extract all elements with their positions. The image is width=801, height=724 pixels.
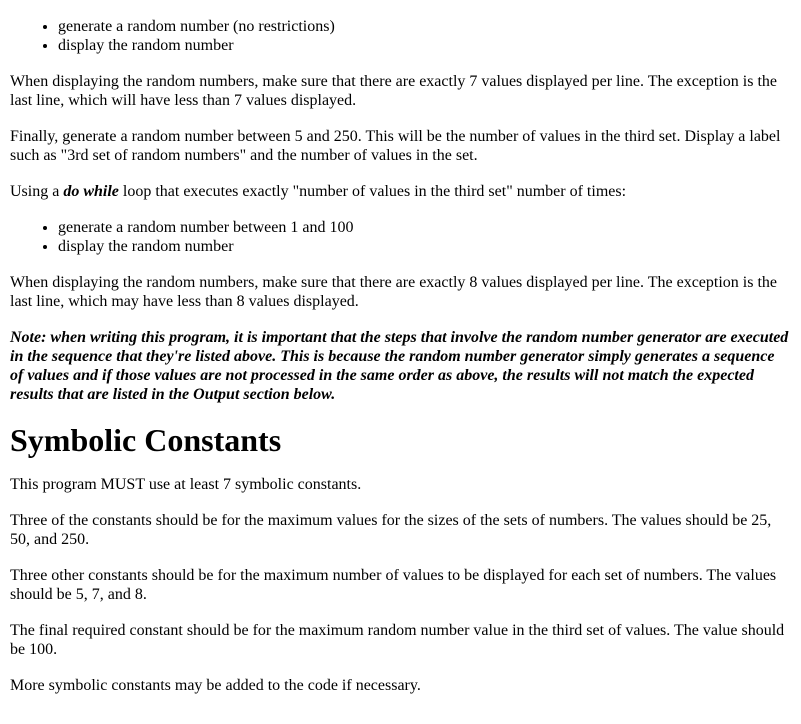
bullet-list-set2 (10, 17, 789, 55)
list-item: • generate a random number (no restrictions) (58, 17, 789, 36)
document-body (0, 17, 801, 695)
list-item: • display the random number (58, 237, 789, 256)
do-while-emphasis: do while (63, 183, 119, 200)
list-item: • display the random number (58, 36, 789, 55)
paragraph: Three other constants should be for the maximum number of values to be displayed for each set of numbers. The values should be 5, 7, and 8. (10, 567, 777, 603)
paragraph: This program MUST use at least 7 symbolic constants. (10, 476, 362, 493)
paragraph: Three of the constants should be for the maximum values for the sizes of the sets of numbers. The values should be 25, 50, and 250. (10, 512, 772, 548)
paragraph-display-8: When displaying the random numbers, make sure that there are exactly 8 values displayed per line. The exception is the last line, which may have less than 8 values displayed. (10, 274, 778, 310)
paragraph: More symbolic constants may be added to the code if necessary. (10, 677, 421, 694)
note-paragraph: Note: when writing this program, it is important that the steps that involve the random number generator are executed in the sequence that they're listed above. This is because the random number generator simply generates a sequence of values and if those values are not processed in the same order as above, the results will not match the expected results that are listed in the Output section below. (10, 329, 789, 403)
list-item: • generate a random number between 1 and 100 (58, 218, 789, 237)
text: Using a (10, 183, 64, 200)
section-heading: Symbolic Constants (10, 422, 282, 458)
paragraph-third-set: Finally, generate a random number between 5 and 250. This will be the number of values in the third set. Display a label such as "3rd set of random numbers" and the number of values in the set. (10, 128, 781, 164)
paragraph-display-7: When displaying the random numbers, make sure that there are exactly 7 values displayed per line. The exception is the last line, which will have less than 7 values displayed. (10, 73, 778, 109)
text: loop that executes exactly "number of values in the third set" number of times: (118, 183, 627, 200)
bullet-list-set3 (10, 218, 789, 256)
paragraph-do-while (10, 182, 789, 201)
paragraph: The final required constant should be for the maximum random number value in the third set of values. The value should be 100. (10, 622, 785, 658)
